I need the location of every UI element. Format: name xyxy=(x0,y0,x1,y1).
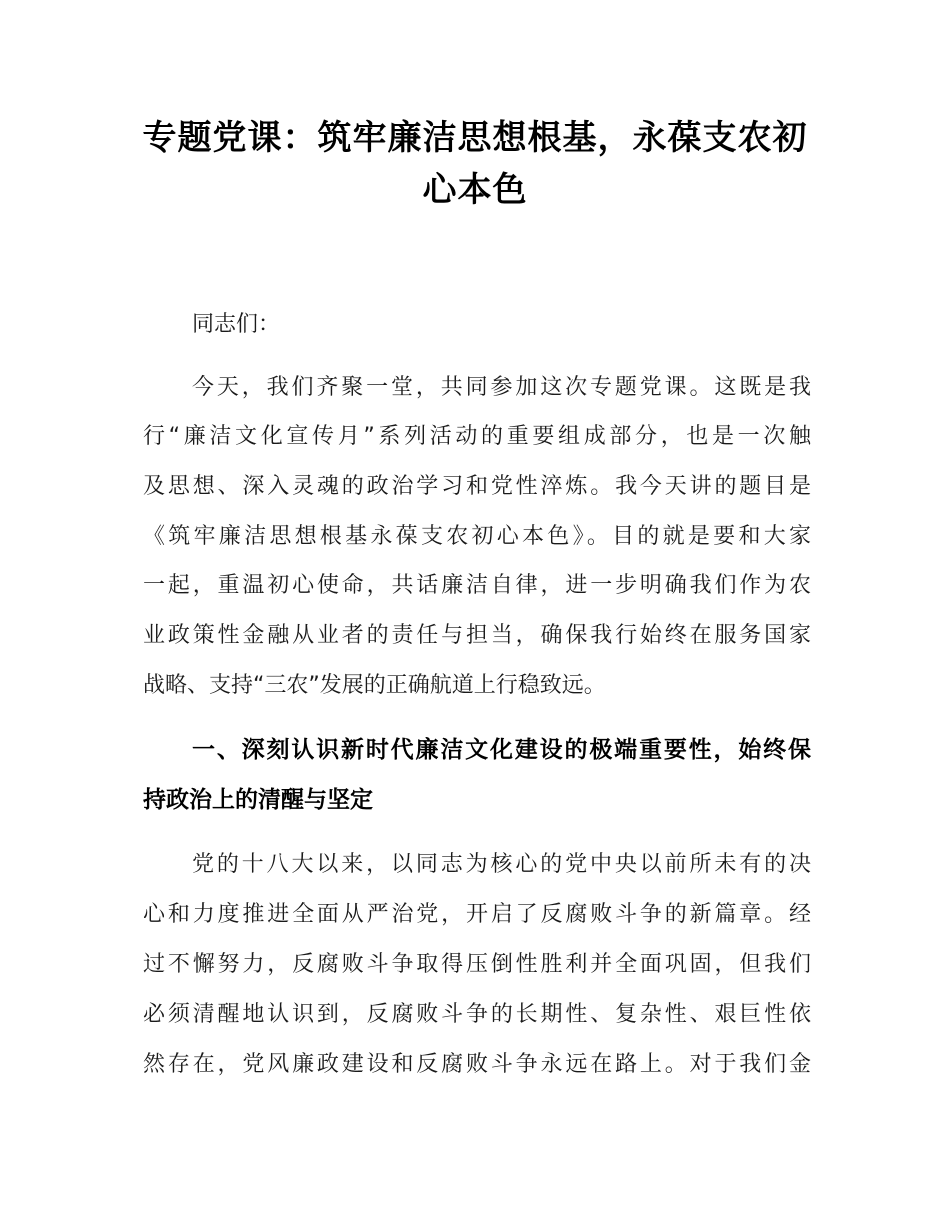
paragraph-2-line-2: 心和力度推进全面从严治党，开启了反腐败斗争的新篇章。经 xyxy=(143,902,811,927)
paragraph-1-line-7: 战略、支持“三农”发展的正确航道上行稳致远。 xyxy=(143,673,606,698)
title-line-1: 专题党课：筑牢廉洁思想根基，永葆支农初 xyxy=(142,118,808,158)
salutation: 同志们： xyxy=(192,312,281,337)
title-line-2: 心本色 xyxy=(422,170,528,210)
paragraph-2-line-4: 必须清醒地认识到，反腐败斗争的长期性、复杂性、艰巨性依 xyxy=(143,1002,811,1027)
paragraph-1-line-3: 及思想、深入灵魂的政治学习和党性淬炼。我今天讲的题目是 xyxy=(143,474,811,499)
paragraph-1-line-5: 一起，重温初心使命，共话廉洁自律，进一步明确我们作为农 xyxy=(143,573,811,598)
paragraph-1-line-1: 今天，我们齐聚一堂，共同参加这次专题党课。这既是我 xyxy=(192,375,811,400)
section-heading-1-line-1: 一、深刻认识新时代廉洁文化建设的极端重要性，始终保 xyxy=(192,737,811,763)
paragraph-2-line-3: 过不懈努力，反腐败斗争取得压倒性胜利并全面巩固，但我们 xyxy=(143,952,811,977)
paragraph-1-line-6: 业政策性金融从业者的责任与担当，确保我行始终在服务国家 xyxy=(143,623,811,648)
paragraph-1-line-4: 《筑牢廉洁思想根基永葆支农初心本色》。目的就是要和大家 xyxy=(143,524,811,549)
paragraph-2-line-5: 然存在，党风廉政建设和反腐败斗争永远在路上。对于我们金 xyxy=(143,1052,811,1077)
document-title xyxy=(120,112,830,216)
section-heading-1-line-2: 持政治上的清醒与坚定 xyxy=(143,787,373,813)
paragraph-2-line-1: 党的十八大以来，以同志为核心的党中央以前所未有的决 xyxy=(192,852,811,877)
paragraph-1-line-2: 行“廉洁文化宣传月”系列活动的重要组成部分，也是一次触 xyxy=(143,424,811,449)
